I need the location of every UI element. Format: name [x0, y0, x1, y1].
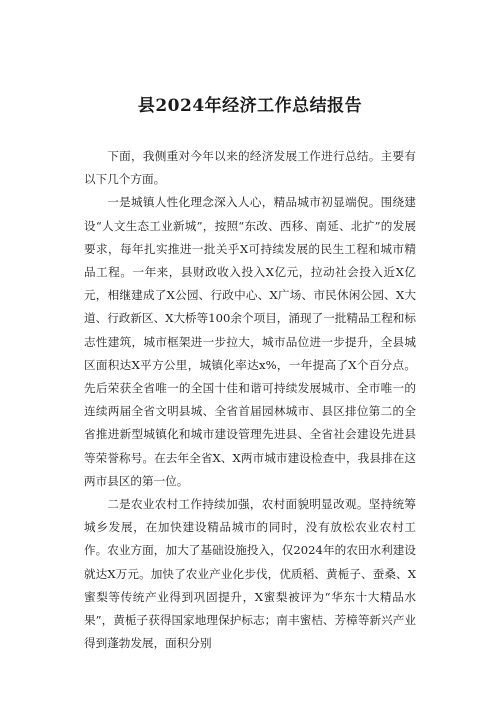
document-title: 县2024年经济工作总结报告 — [137, 96, 363, 116]
document-body — [84, 145, 416, 655]
paragraph-rural: 二是农业农村工作持续加强，农村面貌明显改观。坚持统筹城乡发展，在加快建设精品城市的同时，没有放松农业农村工作。农业方面，加大了基础设施投入，仅2024年的农田水利建设就达X万元。加快了农业产业化步伐，优质稻、黄栀子、蚕桑、X蜜梨等传统产业得到巩固提升，X蜜梨被评为“华东十大精品水果”，黄栀子获得国家地理保护标志；南丰蜜桔、芳樟等新兴产业得到蓬勃发展，面积分别 — [84, 497, 416, 651]
paragraph-urban: 一是城镇人性化理念深入人心，精品城市初显端倪。围绕建设“人文生态工业新城”，按照“东改、西移、南延、北扩”的发展要求，每年扎实推进一批关乎X可持续发展的民生工程和城市精品工程。一年来，县财政收入投入X亿元，拉动社会投入近X亿元，相继建成了X公园、行政中心、X广场、市民休闲公园、X大道、行政新区、X大桥等100余个项目，涌现了一批精品工程和标志性建筑，城市框架进一步拉大，城市品位进一步提升，全县城区面积达X平方公里，城镇化率达x%，一年提高了X个百分点。先后荣获全省唯一的全国十佳和谐可持续发展城市、全市唯一的连续两届全省文明县城、全省首届园林城市、县区排位第二的全省推进新型城镇化和城市建设管理先进县、全省社会建设先进县等荣誉称号。在去年全省X、X两市城市建设检查中，我县排在这两市县区的第一位。 — [84, 195, 416, 488]
paragraph-intro: 下面，我侧重对今年以来的经济发展工作进行总结。主要有以下几个方面。 — [84, 149, 416, 187]
